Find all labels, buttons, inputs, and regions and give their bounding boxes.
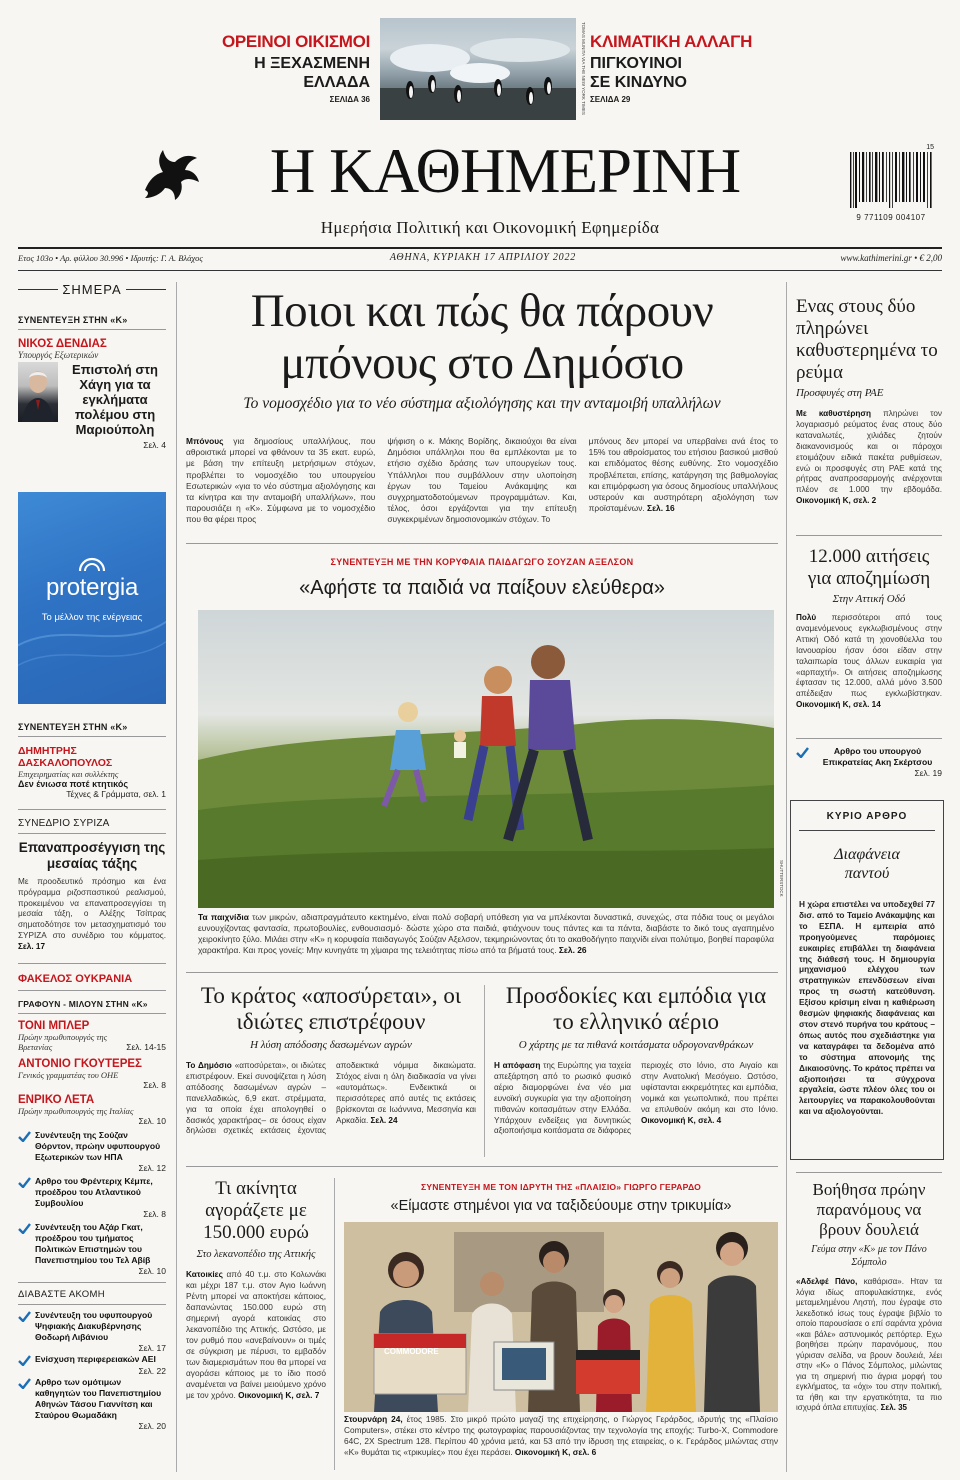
bottom-mid-caption-lead: Στουρνάρη 24,: [344, 1414, 403, 1424]
right-a2-text: περισσότεροι από τους αναμενόμενους εγκλωβισμένους στην Αττική Οδό κατά τη χιονοθύελλα του Ιανουαρίου ήσαν όσοι είδαν στην ταλαιπωρία τους άλλων ευκαιρία για «αρπαχτή». Οι αιτήσεις αποζημίωσης έφτασαν τις 12.000, αλλά μόνο 3.500 απέδειξαν πως εγκλωβίστηκαν.: [796, 613, 942, 699]
writer-name: ΑΝΤΟΝΙΟ ΓΚΟΥΤΕΡΕΣ: [18, 1057, 142, 1070]
teaser-left-title: ΟΡΕΙΝΟΙ ΟΙΚΙΣΜΟΙ: [221, 32, 370, 51]
mid-left-text: «αποσύρεται», οι ιδιώτες επιστρέφουν. Εκεί συνοψίζεται η λύση απόδοσης δασωμένων αγρών –πανελλαδικώς, 6,9 εκατ. στρέμματα, για τα οποία έχει απολογηθεί ο δασικός χαρακτήρας– σε όσους είχαν δηλώσει σχετικές εκτάσεις έχοντας αποδεικτικά νόμιμα δικαιώματα. Στόχος είναι η όλη διαδικασία να γίνει «αυτομάτως». Ενδεικτικά οι περισσότερες από αυτές τις εκτάσεις βρίσκονται σε Ιωάννινα, Μεσσηνία και Αρκαδία.: [186, 1061, 476, 1136]
writer-role: Γενικός γραμματέας του ΟΗΕ: [18, 1069, 119, 1080]
more-text: Συνέντευξη του υφυπουργού Ψηφιακής Διακυβέρνησης Θοδωρή Λιβάνιου: [35, 1309, 153, 1342]
bottom-mid-caption-text: έτος 1985. Στο μικρό πρώτο μαγαζί της επιχείρησης, ο Γιώργος Γεράρδος, ιδρυτής της «Πλαίσιο Computers», στέκει στο κέντρο της φωτογραφίας παρουσιάζοντας την τεχνολογία της εποχής: Turbo-X, Commodore 64C, 2X Spectrum 128. Περίπου 40 χρόνια μετά, και 53 από την ίδρυση της εταιρείας, ο κ. Γεράρδος μιλώντας στην «Κ» θυμάται τις «τρικυμίες» που έχει περάσει.: [344, 1414, 779, 1457]
mid-left-deck: Η λύση απόδοσης δασωμένων αγρών: [250, 1039, 412, 1051]
lead-headline-line1: Ποιοι και πώς θα πάρουν: [250, 285, 714, 337]
mid-left-lead: Το Δημόσιο: [186, 1061, 232, 1070]
sidebar-today-header: [18, 282, 166, 297]
right-a1-body: [796, 409, 942, 507]
mid-left-body: [186, 1061, 476, 1137]
dateline-date: ΑΘΗΝΑ, ΚΥΡΙΑΚΗ 17 ΑΠΡΙΛΙΟΥ 2022: [389, 252, 577, 263]
masthead-title[interactable]: Η ΚΑΘΗΜΕΡΙΝΗ: [269, 136, 741, 206]
children-photo-credit: SHUTTERSTOCK: [779, 860, 784, 897]
checkmark-icon: [18, 1223, 31, 1234]
right-a3-deck: Γεύμα στην «Κ» με τον Πάνο Σόμπολο: [811, 1244, 927, 1268]
writer-name: ΕΝΡΙΚΟ ΛΕΤΑ: [18, 1093, 95, 1106]
plaisio-photo[interactable]: [344, 1222, 778, 1412]
right-check-skertsos[interactable]: [796, 746, 942, 778]
bottom-left-body: [186, 1269, 326, 1401]
right-a1-deck: Προσφυγές στη ΡΑΕ: [796, 387, 884, 399]
penguins-illustration: [380, 18, 576, 120]
teaser-left-sub2: ΕΛΛΑΔΑ: [303, 74, 370, 91]
mid-right-body: [494, 1061, 778, 1137]
check-text: Αρθρο του Φρέντεριχ Κέμπε, προέδρου του Ατλαντικού Συμβουλίου: [35, 1175, 153, 1208]
bottom-left-page: Οικονομική Κ, σελ. 7: [238, 1390, 320, 1400]
barcode-top-number: 15: [926, 144, 934, 151]
mid-right-lead: Η απόφαση: [494, 1061, 541, 1070]
more-item-aei[interactable]: [18, 1354, 166, 1366]
bottom-left-text: από 40 τ.μ. στο Κολωνάκι και μέχρι 187 τ.μ. στον Αγιο Ιωάννη Ρέντη μπορεί να αποκτήσει κάποιος, δαπανώντας 150.000 ευρώ στη σημερινή αγορά κατοικίας στο λεκανοπέδιο της Αττικής. Ωστόσο, με τον ρυθμό που «ανεβαίνουν» οι τιμές σε σύγκριση με πέρυσι, το εμβαδόν των διαμερισμάτων που θα μπορεί να αγοράσει κάποιος με το ίδιο ποσό αναμένεται να βαίνει μειούμενο χρόνο με τον χρόνο.: [186, 1269, 326, 1400]
lead-col1-text: για δημοσίους υπαλλήλους, που αθροιστικά μπορεί να φθάνουν τα 35 εκατ. ευρώ, με βάση την επίτευξη μετρήσιμων στόχων, προβλέπει το νομοσχέδιο του υπουργείου Εσωτερικών «για το νέο σύστημα αξιολόγησης και τα κίνητρα και την ανταμοιβή υπαλλήλων», που παρουσιάζει η «Κ». Σύμφωνα με το νομοσχέδιο που θα φέρει προς: [186, 436, 376, 525]
bottom-left-lead: Κατοικίες: [186, 1269, 223, 1279]
writer-page: Σελ. 14-15: [126, 1041, 166, 1052]
children-photo[interactable]: [198, 610, 774, 908]
lead-col3-page: Σελ. 16: [647, 503, 675, 514]
more-item-professors[interactable]: [18, 1377, 166, 1421]
read-more-label: ΔΙΑΒΑΣΤΕ ΑΚΟΜΗ: [18, 1288, 105, 1300]
ukraine-label: ΦΑΚΕΛΟΣ ΟΥΚΡΑΝΙΑ: [18, 972, 133, 985]
lead-col3-text: μπόνους δεν μπορεί να υπερβαίνει ανά έτος το 15% του αθροίσματος του ετήσιου βασικού μισθού και επιδόματος θέσης ευθύνης. Στο νομοσχέδιο προβλέπεται, επίσης, κατάργηση της βαθμολογίας και επιμόρφωση για όσους δημοσίους υπαλλήλους υστερούν και αυστηρότερη αξιολόγηση των προϊσταμένων.: [588, 436, 778, 514]
sidebar-lower: [18, 722, 166, 1431]
feature-kicker: ΣΥΝΕΝΤΕΥΞΗ ΜΕ ΤΗΝ ΚΟΡΥΦΑΙΑ ΠΑΙΔΑΓΩΓΟ ΣΟΥΖΑΝ ΑΞΕΛΣΟΝ: [330, 557, 634, 567]
right-a1-text: πληρώνει τον λογαριασμό ρεύματος ένας στους δύο καταναλωτές, χιλιάδες ζητούν διακανονισμούς και οι πάροχοι ετοιμάζουν ειδικά πακέτα ρυθμίσεων, ενώ οι προσφυγές στη ΡΑΕ κατά της ρήτρας αναπροσαρμογής ανέρχονται πλέον σε 1.000 την εβδομάδα.: [796, 409, 942, 495]
right-a1-lead: Με καθυστέρηση: [796, 409, 871, 418]
feature-headline[interactable]: «Αφήστε τα παιδιά να παίξουν ελεύθερα»: [299, 577, 665, 599]
griffin-icon: [135, 140, 205, 204]
bottom-mid-caption: [344, 1414, 778, 1458]
right-story-electricity[interactable]: [796, 296, 942, 507]
bottom-mid-caption-page: Οικονομική Κ, σελ. 6: [514, 1447, 597, 1457]
syriza-label: ΣΥΝΕΔΡΙΟ ΣΥΡΙΖΑ: [18, 818, 110, 829]
lead-body: [186, 436, 778, 526]
ad-brand: protergia: [45, 574, 139, 601]
mid-left-headline: Το κράτος «αποσύρεται», οι ιδιώτες επιστρέφουν: [200, 983, 462, 1034]
writer-page: Σελ. 10: [138, 1115, 166, 1126]
mid-right-text: της Ευρώπης για ταχεία απεξάρτηση από το ρωσικό φυσικό αέριο διαμορφώνει ένα νέο μια ευνοϊκή συγκυρία για την αξιοποίηση πιθανών κοιτασμάτων στην Ελλάδα. Υπάρχουν ενδείξεις για δυνητικώς αξιοποιήσιμα κοιτάσματα σε διάφορες περιοχές στο Ιόνιο, στο Αιγαίο και στην Ανατολική Μεσόγειο. Ωστόσο, υφίστανται εκκρεμότητες και εμπόδια, νομικά και γεωπολιτικά, που πρέπει να επιλυθούν ακόμη και στο Ιόνιο.: [494, 1061, 778, 1136]
right-a3-lead: «Αδελφέ Πάνο,: [796, 1277, 858, 1286]
bottom-mid-kicker: ΣΥΝΕΝΤΕΥΞΗ ΜΕ ΤΟΝ ΙΔΡΥΤΗ ΤΗΣ «ΠΛΑΙΣΙΟ» ΓΙΩΡΓΟ ΓΕΡΑΡΔΟ: [420, 1182, 702, 1192]
right-check-page: Σελ. 19: [914, 768, 942, 778]
mid-right-story[interactable]: [494, 983, 778, 1137]
editorial-box[interactable]: [790, 800, 944, 1160]
more-text: Αρθρο των ομότιμων καθηγητών του Πανεπιστημίου Αθηνών Τάσου Γιαννίτση και Σταύρου Θωμαδάκη: [35, 1376, 162, 1420]
teaser-right-sub2: ΣΕ ΚΙΝΔΥΝΟ: [590, 74, 687, 91]
teaser-right-page: ΣΕΛΙΔΑ 29: [590, 95, 631, 104]
dendias-story[interactable]: [18, 362, 166, 437]
barcode: [848, 144, 934, 220]
teaser-photo-credit: TOMAS MUNITA VIA THE NEW YORK TIMES: [581, 22, 586, 115]
right-check-text: Αρθρο του υπουργού Επικρατείας Ακη Σκέρτσου: [822, 746, 933, 767]
mid-right-deck: Ο χάρτης με τα πιθανά κοιτάσματα υδρογονανθράκων: [518, 1039, 754, 1051]
more-page: Σελ. 20: [138, 1420, 166, 1431]
masthead-logo-griffin: [135, 140, 205, 204]
dendias-page: Σελ. 4: [143, 440, 166, 450]
teaser-right-sub1: ΠΙΓΚΟΥΙΝΟΙ: [590, 55, 682, 72]
writer-name: ΤΟΝΙ ΜΠΛΕΡ: [18, 1019, 90, 1032]
feature-caption-text: των μικρών, αδιαπραγμάτευτο κεκτημένο, είναι πολύ σοβαρή υπόθεση για να μπλέκονται δυναστικά, συνεχώς, στα πόδια τους οι μεγάλοι ευνουχίζοντας φαντασία, πρωτοβουλίες, ενθουσιασμό· δώστε χώρο στα παιδιά, φτιάχνουν τους πάντες και τα πάντα, διαβάστε το δικό τους αγαπημένο χειροκίνητο ξύλο. Μιλάει στην «Κ» η κορυφαία παιδαγωγός Σούζαν Αξελσον, τεκμηριώνοντας ότι το ακαθοδήγητο παιχνίδι είναι πολύτιμο, βοηθεί παραφύλα χαρακτήρα. Και προς γονείς: Μην κυνηγάτε τη χίμαιρα της τελειότητας πίσω από τα βήματά τους.: [198, 912, 774, 955]
bottom-left-story[interactable]: [186, 1178, 326, 1401]
lead-story[interactable]: [186, 285, 778, 413]
syriza-headline[interactable]: Επαναπροσέγγιση της μεσαίας τάξης: [18, 840, 166, 871]
more-text: Ενίσχυση περιφερειακών ΑΕΙ: [35, 1353, 156, 1364]
teaser-right[interactable]: [590, 32, 790, 104]
ukraine-check-gat[interactable]: [18, 1222, 166, 1266]
right-a2-deck: Στην Αττική Οδό: [832, 593, 906, 605]
editorial-text: Η χώρα επιστέλει να υποδεχθεί 77 δισ. από το Ταμείο Ανάκαμψης και το ΕΣΠΑ. Η εμπειρία από προηγούμενες παρόμοιες ευκαιρίες επιβάλλει τη διαφάνεια της διάθεσή τους. Η δημιουργία μηχανισμού ελέγχου των στρατηγικών επενδύσεων είναι προς τη σωστή κατεύθυνση. Εξίσου κρίσιμη είναι η καθιέρωση θεσμών ψηφιακής διαφάνειας και στον στενό πυρήνα του κράτους – όπως αυτός που σχεδιάστηκε για να καταγράφει τα δεδομένα από το σύστημα απονομής της Δικαιοσύνης. Το κράτος πρέπει να αξιοποιήσει τα σύγχρονα εργαλεία, ώστε πλέον όλες του οι λειτουργίες να παρακολουθούνται και να αξιολογούνται.: [799, 899, 935, 1117]
ukraine-check-kempe[interactable]: [18, 1176, 166, 1209]
writer-role: Πρώην πρωθυπουργός της Ιταλίας: [18, 1105, 134, 1116]
teaser-left-sub1: Η ΞΕΧΑΣΜΕΝΗ: [254, 55, 370, 72]
right-a2-headline: 12.000 αιτήσεις για αποζημίωση: [807, 546, 931, 589]
right-story-attiki-odos[interactable]: [796, 546, 942, 711]
dendias-headline[interactable]: Επιστολή στη Χάγη για τα εγκλήματα πολέμου στη Μαριούπολη: [72, 362, 158, 437]
bottom-mid-headline[interactable]: «Είμαστε στημένοι για να ταξιδεύουμε στην τρικυμία»: [390, 1198, 732, 1214]
feature-caption: [198, 912, 774, 956]
right-a1-page: Οικονομική Κ, σελ. 2: [796, 496, 877, 506]
checkmark-icon: [18, 1131, 31, 1142]
teaser-right-title: ΚΛΙΜΑΤΙΚΗ ΑΛΛΑΓΗ: [590, 32, 753, 51]
daskalopoulos-name: ΔΗΜΗΤΡΗΣ ΔΑΣΚΑΛΟΠΟΥΛΟΣ: [18, 745, 113, 769]
right-a3-text: καθάρισα». Ηταν τα λόγια ιδίως αποφυλακίστηκε, ενός μεταμελημένου Ληστή, που έγραψε στο λεκεδοτικό ίσως τους έγραψε βιβλίο το οποίο παρουσίασε ο επί σαράντα χρόνια «και βάλε» αστυνομικός ρεπόρτερ. Εχω βοηθήσει πρώην παρανόμους, που γύρισαν σελίδα, να βρουν δουλειά, λέει στην «Κ» ο Πάνος Σόμπολος, μιλώντας για τη σημερινή πιο άγρια μορφή του εγκλήματος, τα «όχι» του στην πολιτική, τα ήθη και την εργατικότητα, τα πιο ισχυρά όπλα επιτυχίας.: [796, 1277, 942, 1412]
teaser-left[interactable]: [180, 32, 370, 104]
feature-caption-page: Σελ. 26: [558, 945, 587, 955]
more-page: Σελ. 17: [138, 1342, 166, 1353]
teaser-left-page: ΣΕΛΙΔΑ 36: [329, 95, 370, 104]
dateline-site[interactable]: www.kathimerini.gr • € 2,00: [840, 253, 942, 263]
writers-label: ΓΡΑΦΟΥΝ - ΜΙΛΟΥΝ ΣΤΗΝ «Κ»: [18, 998, 148, 1009]
lead-col2: ψήφιση ο κ. Μάκης Βορίδης, δικαιούχοι θα είναι Δημόσιοι υπάλληλοι που θα εμπλέκονται με το ετήσιο σχέδιο δράσης των υπουργείων τους. Υπάλληλοι που συμβάλλουν στην υλοποίηση έργων του Ταμείου Ανάκαμψης και συγχρηματοδοτούμενων προγραμμάτων. Και, τέλος, όσοι εργάζονται για την επίτευξη συγκεκριμένων δημοσιονομικών στόχων. Το: [387, 436, 577, 525]
dateline-issue: Ετος 103ο • Αρ. φύλλου 30.996 • Ιδρυτής: Γ. Α. Βλάχος: [18, 253, 203, 263]
right-a3-page: Σελ. 35: [880, 1403, 907, 1412]
right-a2-body: [796, 613, 942, 711]
right-a1-headline: Ενας στους δύο πληρώνει καθυστερημένα το ρεύμα: [796, 296, 938, 383]
editorial-label: ΚΥΡΙΟ ΑΡΘΡΟ: [826, 811, 908, 822]
check-text: Συνέντευξη του Αζάρ Γκατ, προέδρου του τμήματος Πολιτικών Επιστημών του Πανεπιστημίου του Τελ Αβίβ: [35, 1221, 151, 1265]
dendias-role: Υπουργός Εξωτερικών: [18, 350, 99, 360]
protergia-ad[interactable]: [18, 492, 166, 704]
checkmark-icon: [18, 1311, 31, 1322]
sidebar-today-label: ΣΗΜΕΡΑ: [62, 282, 122, 297]
writer-role: Πρώην πρωθυπουργός της Βρετανίας: [18, 1031, 108, 1052]
more-item-livanios[interactable]: [18, 1310, 166, 1343]
writer-blair[interactable]: [18, 1020, 166, 1052]
right-story-sompolos[interactable]: [796, 1180, 942, 1414]
sidebar-interview2-label: ΣΥΝΕΝΤΕΥΞΗ ΣΤΗΝ «Κ»: [18, 722, 128, 732]
syriza-text-body: Με προοδευτικό πρόσημο και ένα πρόγραμμα ριζοσπαστικού ρεαλισμού, προκειμένου να επαναπροσεγγίσει τη μεσαία τάξη, ο Αλέξης Τσίπρας σηματοδότησε τον μετασχηματισμό του ΣΥΡΙΖΑ στο συνέδριο του κόμματος.: [18, 877, 166, 940]
writer-letta[interactable]: [18, 1094, 166, 1126]
checkmark-icon: [796, 747, 809, 758]
more-page: Σελ. 22: [138, 1365, 166, 1376]
right-a2-lead: Πολύ: [796, 613, 817, 622]
writer-guterres[interactable]: [18, 1058, 166, 1090]
daskalopoulos-text[interactable]: Δεν ένιωσα ποτέ κτητικός: [18, 779, 129, 789]
check-page: Σελ. 8: [143, 1208, 166, 1219]
daskalopoulos-page: Τέχνες & Γράμματα, σελ. 1: [66, 789, 166, 799]
lead-col1-lead: Μπόνους: [186, 436, 224, 446]
lead-deck: Το νομοσχέδιο για το νέο σύστημα αξιολόγησης και την ανταμοιβή υπαλλήλων: [243, 395, 721, 412]
penguins-photo[interactable]: [380, 18, 576, 120]
ukraine-check-thornton[interactable]: [18, 1130, 166, 1163]
plaisio-illustration: [344, 1222, 778, 1412]
commodore-box-label: COMMODORE: [384, 1347, 439, 1356]
mid-left-page: Σελ. 24: [370, 1115, 398, 1125]
checkmark-icon: [18, 1378, 31, 1389]
children-illustration: [198, 610, 774, 908]
bottom-left-headline: Τι ακίνητα αγοράζετε με 150.000 ευρώ: [203, 1178, 309, 1243]
mid-right-headline: Προσδοκίες και εμπόδια για το ελληνικό αέριο: [505, 983, 767, 1034]
syriza-text: [18, 877, 166, 953]
right-a3-body: [796, 1277, 942, 1414]
barcode-icon: [848, 152, 934, 214]
dendias-portrait: [18, 362, 58, 422]
masthead-subtitle: Ημερήσια Πολιτική και Οικονομική Εφημερίδα: [320, 218, 660, 237]
ad-tagline: Το μέλλον της ενέργειας: [41, 612, 143, 623]
lead-headline-line2: μπόνους στο Δημόσιο: [280, 337, 684, 389]
barcode-digits: 9 771109 004107: [856, 213, 926, 222]
dendias-name: ΝΙΚΟΣ ΔΕΝΔΙΑΣ: [18, 338, 107, 350]
checkmark-icon: [18, 1177, 31, 1188]
bottom-left-deck: Στο λεκανοπέδιο της Αττικής: [196, 1249, 316, 1260]
sidebar-interview-label: ΣΥΝΕΝΤΕΥΞΗ ΣΤΗΝ «Κ»: [18, 315, 128, 325]
check-page: Σελ. 12: [138, 1162, 166, 1173]
mid-right-page: Οικονομική Κ, σελ. 4: [641, 1115, 722, 1125]
syriza-page: Σελ. 17: [18, 941, 46, 951]
portrait-icon: [18, 362, 58, 422]
writer-page: Σελ. 8: [143, 1079, 166, 1090]
daskalopoulos-role: Επιχειρηματίας και συλλέκτης: [18, 769, 119, 779]
check-text: Συνέντευξη της Σούζαν Θόρντον, πρώην υφυπουργού Εξωτερικών των ΗΠΑ: [35, 1129, 161, 1162]
editorial-headline: Διαφάνεια παντού: [834, 846, 900, 882]
feature-caption-lead: Τα παιχνίδια: [198, 912, 249, 922]
sidebar: [18, 282, 166, 450]
lead-col3: [589, 436, 778, 526]
sun-icon: [78, 556, 106, 572]
check-page: Σελ. 10: [138, 1265, 166, 1276]
right-a3-headline: Βοήθησα πρώην παρανόμους να βρουν δουλειά: [812, 1180, 926, 1239]
right-a2-page: Οικονομική Κ, σελ. 14: [796, 700, 881, 710]
checkmark-icon: [18, 1355, 31, 1366]
lead-col1: [186, 436, 375, 526]
mid-left-story[interactable]: [186, 983, 476, 1137]
